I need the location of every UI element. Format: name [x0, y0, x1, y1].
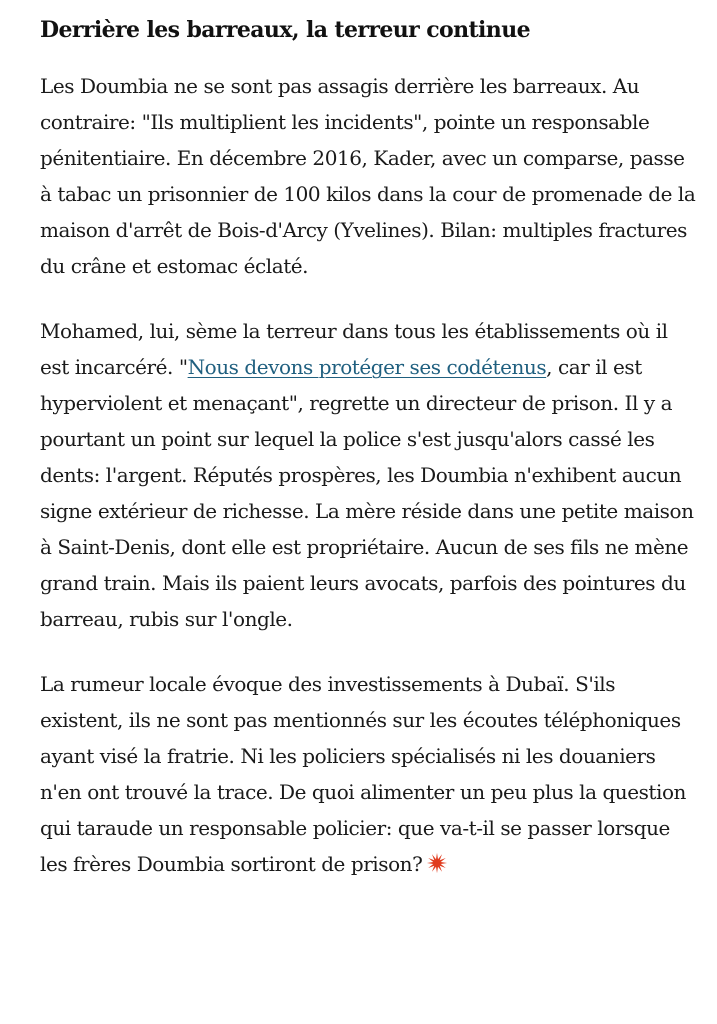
section-heading: Derrière les barreaux, la terreur continue	[40, 17, 530, 43]
article-body	[40, 12, 700, 911]
paragraph-1: Les Doumbia ne se sont pas assagis derrière les barreaux. Au contraire: "Ils multiplient les incidents", pointe un responsable pénitentiaire. En décembre 2016, Kader, avec un comparse, passe à tabac un prisonnier de 100 kilos dans la cour de promenade de la maison d'arrêt de Bois-d'Arcy (Yvelines). Bilan: multiples fractures du crâne et estomac éclaté.	[40, 74, 696, 278]
quote-link[interactable]: Nous devons protéger ses codétenus	[187, 355, 547, 379]
paragraph-2	[40, 313, 700, 637]
paragraph-2-rest: , car il est hyperviolent et menaçant", regrette un directeur de prison. Il y a pourtant un point sur lequel la police s'est jusqu'alors cassé les dents: l'argent. Réputés prospères, les Doumbia n'exhibent aucun signe extérieur de richesse. La mère réside dans une petite maison à Saint-Denis, dont elle est propriétaire. Aucun de ses fils ne mène grand train. Mais ils paient leurs avocats, parfois des pointures du barreau, rubis sur l'ongle.	[40, 355, 694, 631]
paragraph-3-text: La rumeur locale évoque des investissements à Dubaï. S'ils existent, ils ne sont pas mentionnés sur les écoutes téléphoniques ayant visé la fratrie. Ni les policiers spécialisés ni les douaniers n'en ont trouvé la trace. De quoi alimenter un peu plus la question qui taraude un responsable policier: que va-t-il se passer lorsque les frères Doumbia sortiront de prison?	[40, 672, 686, 876]
paragraph-3	[40, 666, 700, 882]
end-mark-icon	[426, 852, 448, 874]
paragraph-2-intro: Mohamed, lui, sème la terreur dans tous les établissements où il est incarcéré. "	[40, 319, 668, 379]
